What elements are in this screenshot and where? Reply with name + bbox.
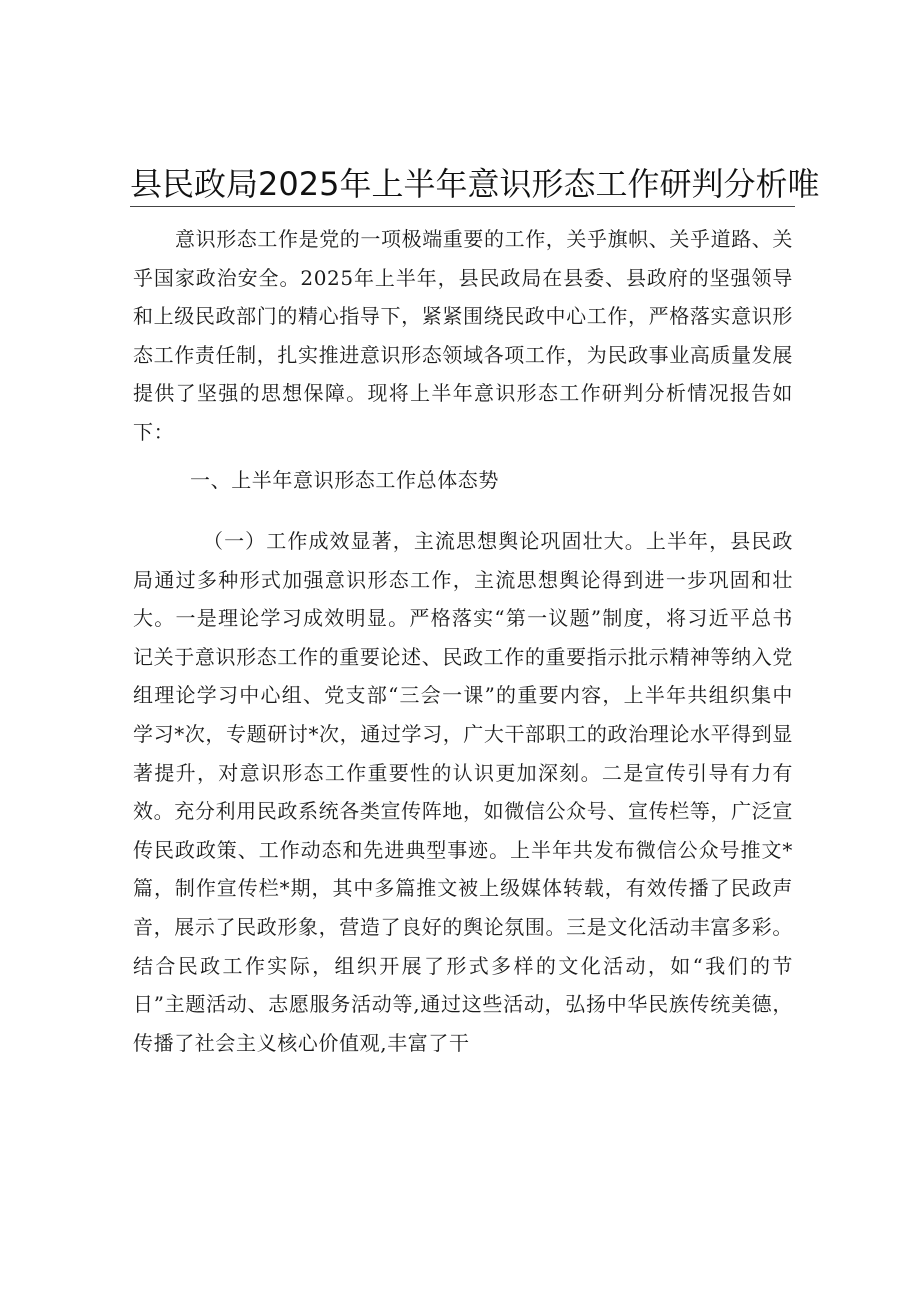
intro-paragraph: 意识形态工作是党的一项极端重要的工作，关乎旗帜、关乎道路、关乎国家政治安全。2025年上半年，县民政局在县委、县政府的坚强领导和上级民政部门的精心指导下，紧紧围绕民政中心工作，严格落实意识形态工作责任制，扎实推进意识形态领域各项工作，为民政事业高质量发展提供了坚强的思想保障。现将上半年意识形态工作研判分析情况报告如下：	[133, 227, 793, 444]
title-underline	[130, 206, 795, 207]
document-title: 县民政局2025年上半年意识形态工作研判分析唯	[130, 165, 820, 203]
section-heading: 一、上半年意识形态工作总体态势	[190, 468, 499, 492]
section-paragraph: （一）工作成效显著，主流思想舆论巩固壮大。上半年，县民政局通过多种形式加强意识形态工作，主流思想舆论得到进一步巩固和壮大。一是理论学习成效明显。严格落实“第一议题”制度，将习近平总书记关于意识形态工作的重要论述、民政工作的重要指示批示精神等纳入党组理论学习中心组、党支部“三会一课”的重要内容，上半年共组织集中学习*次，专题研讨*次，通过学习，广大干部职工的政治理论水平得到显著提升，对意识形态工作重要性的认识更加深刻。二是宣传引导有力有效。充分利用民政系统各类宣传阵地，如微信公众号、宣传栏等，广泛宣传民政政策、工作动态和先进典型事迹。上半年共发布微信公众号推文*篇，制作宣传栏*期，其中多篇推文被上级媒体转载，有效传播了民政声音，展示了民政形象，营造了良好的舆论氛围。三是文化活动丰富多彩。结合民政工作实际，组织开展了形式多样的文化活动，如“我们的节日”主题活动、志愿服务活动等,通过这些活动，弘扬中华民族传统美德，传播了社会主义核心价值观,丰富了干	[133, 529, 793, 1055]
